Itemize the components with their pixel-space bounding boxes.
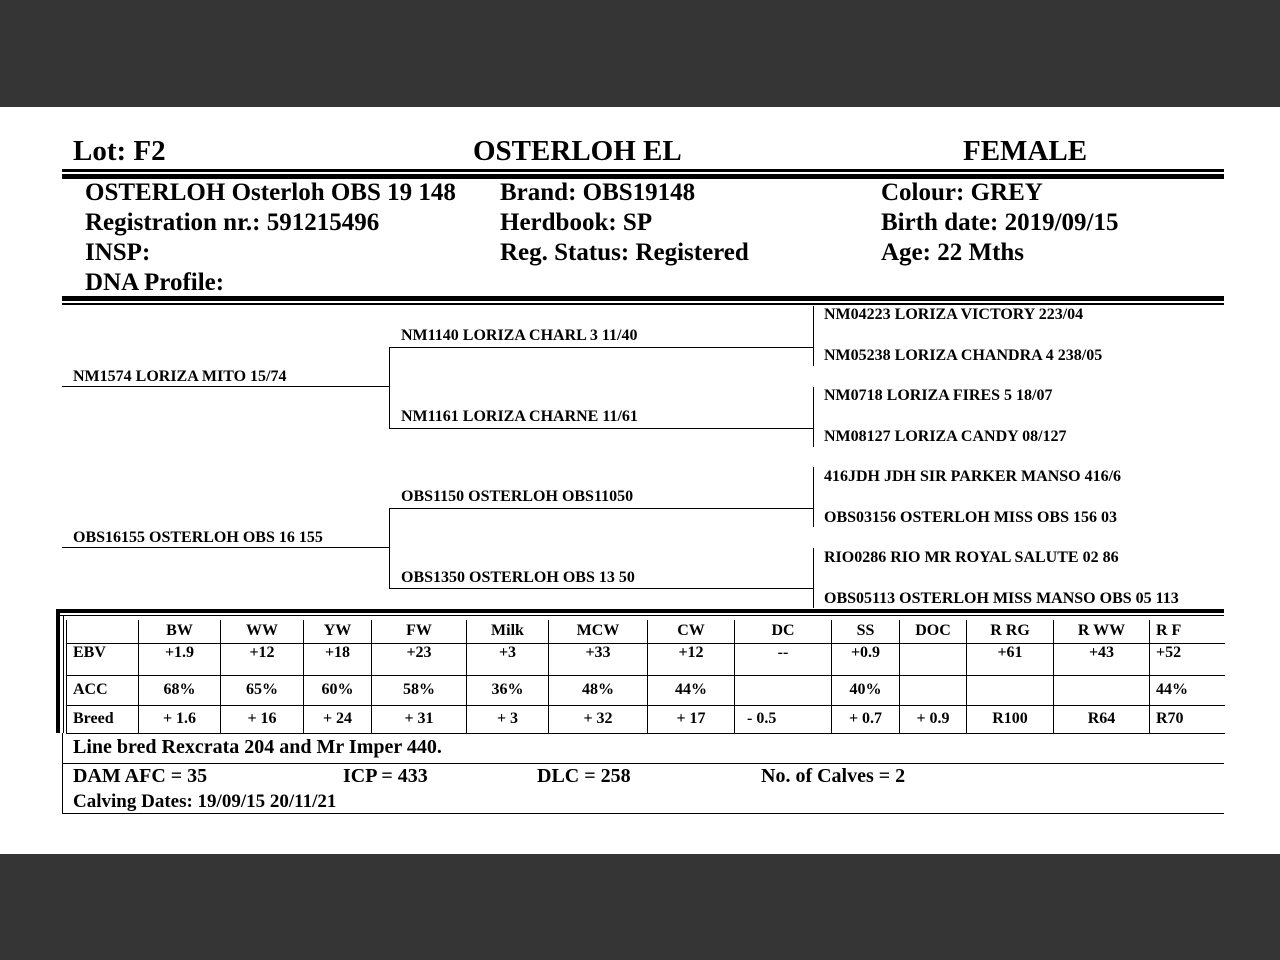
dam-afc: DAM AFC = 35 xyxy=(73,765,208,787)
table-cell: +3 xyxy=(467,643,549,675)
pedigree-dam: OBS16155 OSTERLOH OBS 16 155 xyxy=(73,529,323,546)
pedigree-bracket xyxy=(813,387,814,447)
birth-date: Birth date: 2019/09/15 xyxy=(881,209,1119,236)
table-cell: 68% xyxy=(139,675,221,705)
table-cell: 58% xyxy=(372,675,467,705)
table-cell: R70 xyxy=(1150,705,1225,733)
pedigree-line xyxy=(389,508,813,509)
pedigree-line xyxy=(62,386,389,387)
pedigree-bracket xyxy=(813,306,814,366)
table-cell: +33 xyxy=(549,643,648,675)
calves-count: No. of Calves = 2 xyxy=(761,765,906,787)
pedigree-sire-dam: NM1161 LORIZA CHARNE 11/61 xyxy=(401,408,638,425)
notes-text: Line bred Rexcrata 204 and Mr Imper 440. xyxy=(73,736,442,758)
pedigree-sire-sire: NM1140 LORIZA CHARL 3 11/40 xyxy=(401,327,638,344)
pedigree-dam-sire: OBS1150 OSTERLOH OBS11050 xyxy=(401,488,634,505)
ebv-col-cw: CW xyxy=(648,620,735,643)
ebv-col-rf: R F xyxy=(1150,620,1225,643)
ebv-col-doc: DOC xyxy=(900,620,967,643)
lot-number: Lot: F2 xyxy=(73,135,166,167)
ebv-col-ss: SS xyxy=(832,620,900,643)
table-cell: + 32 xyxy=(549,705,648,733)
notes-rule xyxy=(62,763,1224,764)
ebv-col-bw: BW xyxy=(139,620,221,643)
table-cell: +61 xyxy=(967,643,1054,675)
table-cell: +43 xyxy=(1054,643,1150,675)
pedigree-bracket xyxy=(813,467,814,527)
table-cell: 48% xyxy=(549,675,648,705)
table-cell: + 0.7 xyxy=(832,705,900,733)
table-cell: - 0.5 xyxy=(735,705,832,733)
ebv-row-breed xyxy=(67,705,1225,733)
ebv-table xyxy=(66,620,1225,734)
table-cell: Breed xyxy=(67,705,139,733)
ebv-row-ebv xyxy=(67,643,1225,675)
pedigree-bracket xyxy=(813,548,814,608)
colour: Colour: GREY xyxy=(881,179,1043,206)
table-cell: +12 xyxy=(648,643,735,675)
info-rule-thick xyxy=(62,296,1224,301)
sex-label: FEMALE xyxy=(963,135,1088,167)
table-cell: + 1.6 xyxy=(139,705,221,733)
pedigree-ggp-1: NM04223 LORIZA VICTORY 223/04 xyxy=(824,306,1084,323)
pedigree-ggp-6: OBS03156 OSTERLOH MISS OBS 156 03 xyxy=(824,509,1117,526)
pedigree-dam-dam: OBS1350 OSTERLOH OBS 13 50 xyxy=(401,569,635,586)
ebv-col-rrg: R RG xyxy=(967,620,1054,643)
pedigree-line xyxy=(389,428,813,429)
animal-full-name: OSTERLOH Osterloh OBS 19 148 xyxy=(85,179,456,206)
table-rule-thick xyxy=(56,609,1224,613)
info-rule xyxy=(62,303,1224,305)
icp-value: ICP = 433 xyxy=(343,765,428,787)
table-cell: 44% xyxy=(648,675,735,705)
table-cell: + 3 xyxy=(467,705,549,733)
animal-title: OSTERLOH EL xyxy=(473,135,682,167)
ebv-col-yw: YW xyxy=(304,620,372,643)
table-cell: EBV xyxy=(67,643,139,675)
pedigree-ggp-3: NM0718 LORIZA FIRES 5 18/07 xyxy=(824,387,1053,404)
table-cell: +0.9 xyxy=(832,643,900,675)
table-left-rule xyxy=(63,615,64,733)
ebv-header-row xyxy=(67,620,1225,643)
table-cell: ACC xyxy=(67,675,139,705)
ebv-col-milk: Milk xyxy=(467,620,549,643)
pedigree-ggp-2: NM05238 LORIZA CHANDRA 4 238/05 xyxy=(824,347,1103,364)
table-cell xyxy=(900,643,967,675)
dna-profile-label: DNA Profile: xyxy=(85,269,225,296)
brand: Brand: OBS19148 xyxy=(500,179,696,206)
table-rule xyxy=(56,615,1224,616)
table-cell: +52 xyxy=(1150,643,1225,675)
table-cell: R64 xyxy=(1054,705,1150,733)
registration-number: Registration nr.: 591215496 xyxy=(85,209,380,236)
table-cell: R100 xyxy=(967,705,1054,733)
pedigree-bracket xyxy=(389,347,390,429)
table-cell: 60% xyxy=(304,675,372,705)
footer-bottom-rule xyxy=(62,813,1224,814)
ebv-col-fw: FW xyxy=(372,620,467,643)
pedigree-ggp-5: 416JDH JDH SIR PARKER MANSO 416/6 xyxy=(824,468,1122,485)
dlc-value: DLC = 258 xyxy=(537,765,631,787)
table-cell: 40% xyxy=(832,675,900,705)
table-cell: + 17 xyxy=(648,705,735,733)
ebv-row-acc xyxy=(67,675,1225,705)
table-cell: + 24 xyxy=(304,705,372,733)
table-cell: + 31 xyxy=(372,705,467,733)
ebv-col-ww: WW xyxy=(221,620,304,643)
header-rule xyxy=(62,169,1224,172)
table-cell xyxy=(735,675,832,705)
ebv-col-blank xyxy=(67,620,139,643)
pedigree-bracket xyxy=(389,508,390,589)
pedigree-ggp-4: NM08127 LORIZA CANDY 08/127 xyxy=(824,428,1067,445)
pedigree-sire: NM1574 LORIZA MITO 15/74 xyxy=(73,368,287,385)
calving-dates: Calving Dates: 19/09/15 20/11/21 xyxy=(73,791,337,812)
table-cell: 36% xyxy=(467,675,549,705)
table-cell: 65% xyxy=(221,675,304,705)
table-cell: + 16 xyxy=(221,705,304,733)
pedigree-ggp-8: OBS05113 OSTERLOH MISS MANSO OBS 05 113 xyxy=(824,590,1179,607)
table-cell: +18 xyxy=(304,643,372,675)
table-cell xyxy=(1054,675,1150,705)
herdbook: Herdbook: SP xyxy=(500,209,653,236)
lot-sheet xyxy=(0,107,1280,854)
pedigree-line xyxy=(389,588,813,589)
table-left-rule-thick xyxy=(56,609,60,733)
table-cell: -- xyxy=(735,643,832,675)
ebv-col-dc: DC xyxy=(735,620,832,643)
table-cell: +12 xyxy=(221,643,304,675)
reg-status: Reg. Status: Registered xyxy=(500,239,749,266)
ebv-col-mcw: MCW xyxy=(549,620,648,643)
insp-label: INSP: xyxy=(85,239,151,266)
pedigree-line xyxy=(62,547,389,548)
table-cell xyxy=(900,675,967,705)
table-cell xyxy=(967,675,1054,705)
table-cell: + 0.9 xyxy=(900,705,967,733)
table-cell: +23 xyxy=(372,643,467,675)
pedigree-ggp-7: RIO0286 RIO MR ROYAL SALUTE 02 86 xyxy=(824,549,1119,566)
table-cell: 44% xyxy=(1150,675,1225,705)
age: Age: 22 Mths xyxy=(881,239,1025,266)
table-cell: +1.9 xyxy=(139,643,221,675)
ebv-col-rww: R WW xyxy=(1054,620,1150,643)
pedigree-line xyxy=(389,347,813,348)
footer-left-rule xyxy=(62,733,63,813)
